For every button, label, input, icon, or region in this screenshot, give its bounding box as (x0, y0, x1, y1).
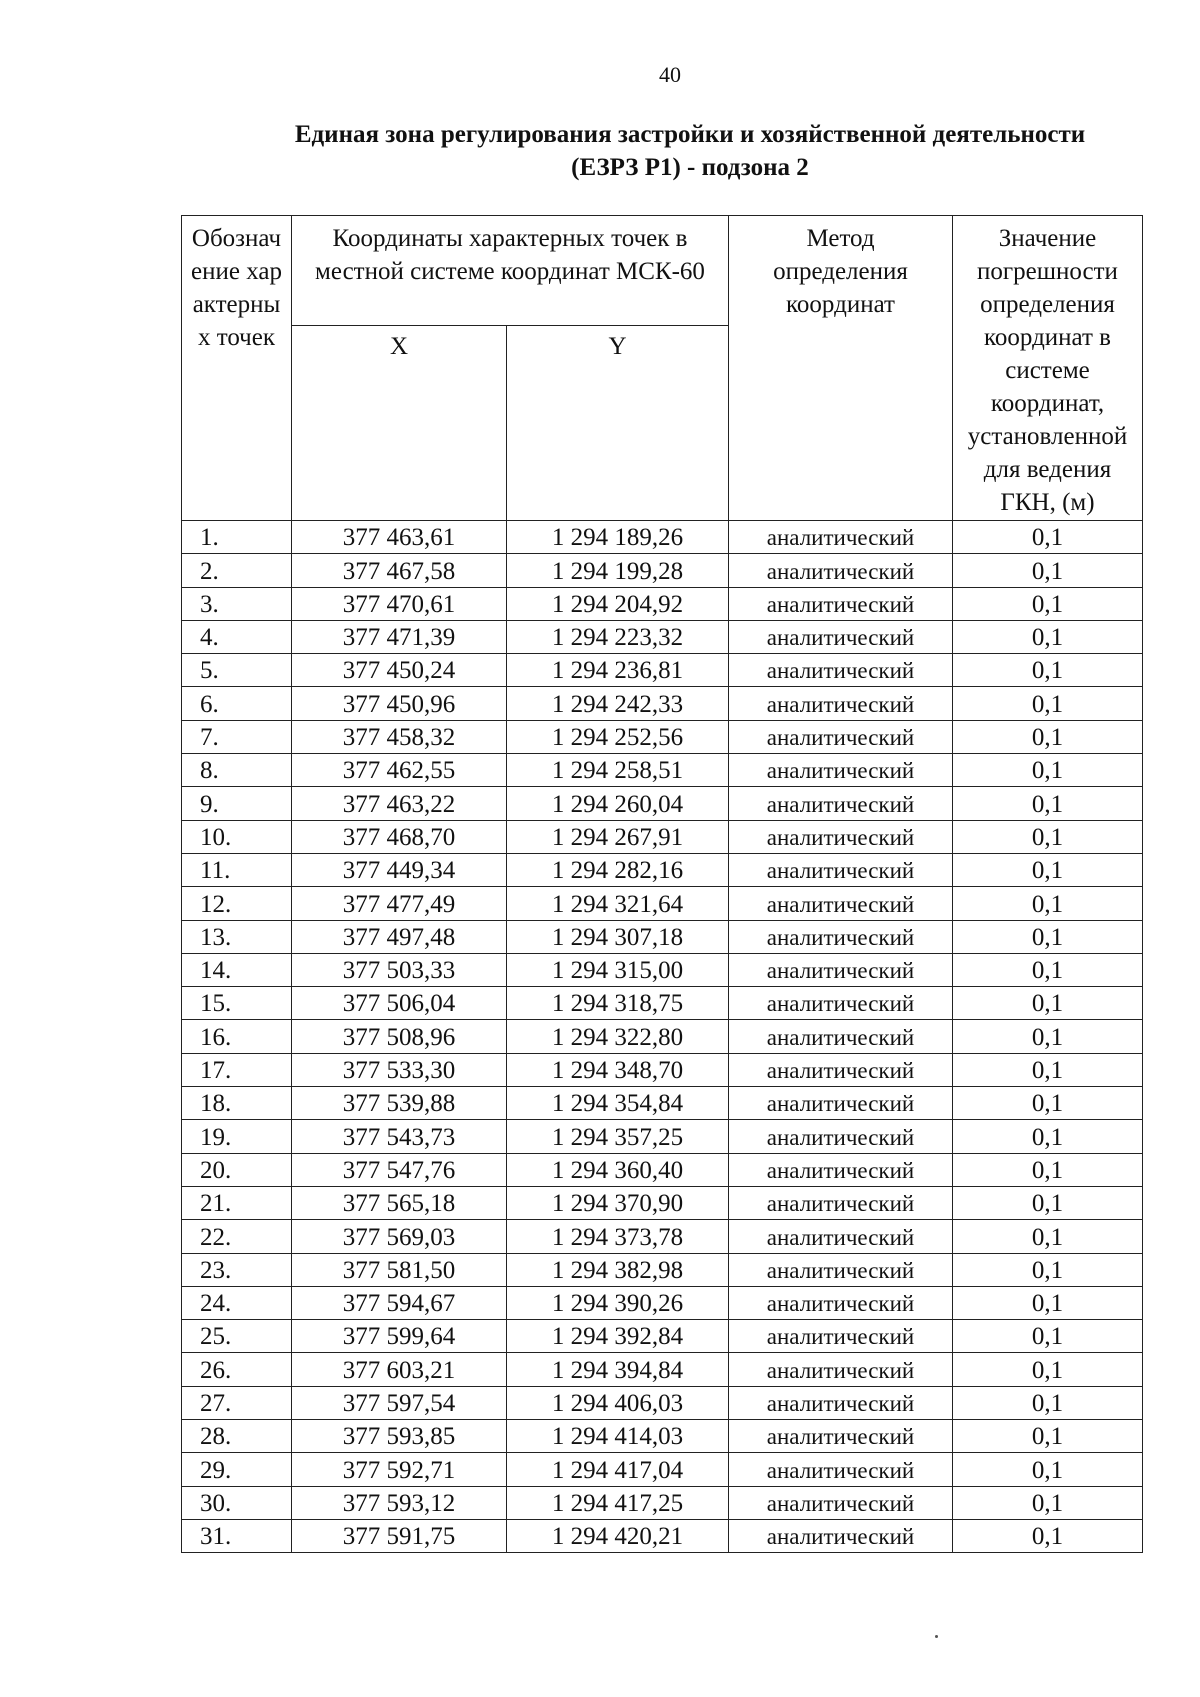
y-coordinate-cell: 1 294 357,25 (507, 1120, 729, 1153)
y-coordinate-cell: 1 294 258,51 (507, 754, 729, 787)
method-cell: аналитический (729, 587, 953, 620)
method-cell: аналитический (729, 1353, 953, 1386)
method-cell: аналитический (729, 887, 953, 920)
method-cell: аналитический (729, 853, 953, 886)
point-number-cell: 16. (182, 1020, 292, 1053)
error-value-cell: 0,1 (953, 987, 1143, 1020)
y-coordinate-cell: 1 294 390,26 (507, 1286, 729, 1319)
x-coordinate-cell: 377 471,39 (292, 620, 507, 653)
x-coordinate-cell: 377 450,96 (292, 687, 507, 720)
point-number-cell: 1. (182, 521, 292, 554)
y-coordinate-cell: 1 294 417,25 (507, 1486, 729, 1519)
header-x: X (292, 326, 507, 521)
x-coordinate-cell: 377 463,61 (292, 521, 507, 554)
point-number-cell: 28. (182, 1420, 292, 1453)
x-coordinate-cell: 377 458,32 (292, 720, 507, 753)
table-row (182, 1286, 1143, 1319)
x-coordinate-cell: 377 565,18 (292, 1186, 507, 1219)
table-row (182, 1253, 1143, 1286)
x-coordinate-cell: 377 599,64 (292, 1320, 507, 1353)
x-coordinate-cell: 377 543,73 (292, 1120, 507, 1153)
table-row (182, 920, 1143, 953)
error-value-cell: 0,1 (953, 687, 1143, 720)
x-coordinate-cell: 377 450,24 (292, 654, 507, 687)
error-value-cell: 0,1 (953, 853, 1143, 886)
y-coordinate-cell: 1 294 315,00 (507, 953, 729, 986)
method-cell: аналитический (729, 1320, 953, 1353)
error-value-cell: 0,1 (953, 720, 1143, 753)
table-row (182, 620, 1143, 653)
point-number-cell: 14. (182, 953, 292, 986)
point-number-cell: 18. (182, 1087, 292, 1120)
table-row (182, 1420, 1143, 1453)
method-cell: аналитический (729, 787, 953, 820)
method-cell: аналитический (729, 1519, 953, 1552)
point-number-cell: 11. (182, 853, 292, 886)
y-coordinate-cell: 1 294 199,28 (507, 554, 729, 587)
y-coordinate-cell: 1 294 354,84 (507, 1087, 729, 1120)
y-coordinate-cell: 1 294 360,40 (507, 1153, 729, 1186)
error-value-cell: 0,1 (953, 820, 1143, 853)
table-row (182, 1053, 1143, 1086)
point-number-cell: 15. (182, 987, 292, 1020)
point-number-cell: 26. (182, 1353, 292, 1386)
error-value-cell: 0,1 (953, 1253, 1143, 1286)
error-value-cell: 0,1 (953, 1120, 1143, 1153)
point-number-cell: 4. (182, 620, 292, 653)
y-coordinate-cell: 1 294 260,04 (507, 787, 729, 820)
method-cell: аналитический (729, 720, 953, 753)
y-coordinate-cell: 1 294 267,91 (507, 820, 729, 853)
table-row (182, 1153, 1143, 1186)
point-number-cell: 25. (182, 1320, 292, 1353)
y-coordinate-cell: 1 294 252,56 (507, 720, 729, 753)
y-coordinate-cell: 1 294 204,92 (507, 587, 729, 620)
error-value-cell: 0,1 (953, 1453, 1143, 1486)
error-value-cell: 0,1 (953, 1087, 1143, 1120)
method-cell: аналитический (729, 521, 953, 554)
method-cell: аналитический (729, 1420, 953, 1453)
y-coordinate-cell: 1 294 417,04 (507, 1453, 729, 1486)
x-coordinate-cell: 377 503,33 (292, 953, 507, 986)
error-value-cell: 0,1 (953, 587, 1143, 620)
y-coordinate-cell: 1 294 242,33 (507, 687, 729, 720)
table-row (182, 654, 1143, 687)
method-cell: аналитический (729, 820, 953, 853)
table-row (182, 1186, 1143, 1219)
method-cell: аналитический (729, 1253, 953, 1286)
error-value-cell: 0,1 (953, 754, 1143, 787)
table-row (182, 1020, 1143, 1053)
method-cell: аналитический (729, 754, 953, 787)
x-coordinate-cell: 377 468,70 (292, 820, 507, 853)
point-number-cell: 10. (182, 820, 292, 853)
method-cell: аналитический (729, 1020, 953, 1053)
header-coordinates: Координаты характерных точек в местной системе координат МСК-60 (292, 216, 729, 326)
point-number-cell: 13. (182, 920, 292, 953)
method-cell: аналитический (729, 987, 953, 1020)
method-cell: аналитический (729, 953, 953, 986)
error-value-cell: 0,1 (953, 1486, 1143, 1519)
table-row (182, 953, 1143, 986)
point-number-cell: 23. (182, 1253, 292, 1286)
table-row (182, 754, 1143, 787)
coordinates-table (181, 215, 1143, 1553)
table-row (182, 1120, 1143, 1153)
table-row (182, 687, 1143, 720)
x-coordinate-cell: 377 592,71 (292, 1453, 507, 1486)
x-coordinate-cell: 377 593,12 (292, 1486, 507, 1519)
point-number-cell: 22. (182, 1220, 292, 1253)
table-row (182, 987, 1143, 1020)
y-coordinate-cell: 1 294 223,32 (507, 620, 729, 653)
x-coordinate-cell: 377 581,50 (292, 1253, 507, 1286)
y-coordinate-cell: 1 294 382,98 (507, 1253, 729, 1286)
error-value-cell: 0,1 (953, 521, 1143, 554)
point-number-cell: 19. (182, 1120, 292, 1153)
x-coordinate-cell: 377 591,75 (292, 1519, 507, 1552)
y-coordinate-cell: 1 294 392,84 (507, 1320, 729, 1353)
method-cell: аналитический (729, 1120, 953, 1153)
point-number-cell: 20. (182, 1153, 292, 1186)
method-cell: аналитический (729, 1220, 953, 1253)
table-row (182, 1453, 1143, 1486)
table-row (182, 1220, 1143, 1253)
table-row (182, 887, 1143, 920)
header-designation: Обозначение характерных точек (182, 216, 292, 521)
point-number-cell: 5. (182, 654, 292, 687)
method-cell: аналитический (729, 620, 953, 653)
error-value-cell: 0,1 (953, 1386, 1143, 1419)
error-value-cell: 0,1 (953, 1020, 1143, 1053)
point-number-cell: 29. (182, 1453, 292, 1486)
y-coordinate-cell: 1 294 348,70 (507, 1053, 729, 1086)
page-title (240, 118, 1140, 184)
x-coordinate-cell: 377 506,04 (292, 987, 507, 1020)
point-number-cell: 12. (182, 887, 292, 920)
point-number-cell: 24. (182, 1286, 292, 1319)
x-coordinate-cell: 377 539,88 (292, 1087, 507, 1120)
error-value-cell: 0,1 (953, 1320, 1143, 1353)
point-number-cell: 31. (182, 1519, 292, 1552)
method-cell: аналитический (729, 687, 953, 720)
x-coordinate-cell: 377 477,49 (292, 887, 507, 920)
table-row (182, 820, 1143, 853)
x-coordinate-cell: 377 449,34 (292, 853, 507, 886)
point-number-cell: 30. (182, 1486, 292, 1519)
y-coordinate-cell: 1 294 414,03 (507, 1420, 729, 1453)
x-coordinate-cell: 377 497,48 (292, 920, 507, 953)
method-cell: аналитический (729, 1087, 953, 1120)
point-number-cell: 2. (182, 554, 292, 587)
table-row (182, 787, 1143, 820)
point-number-cell: 7. (182, 720, 292, 753)
y-coordinate-cell: 1 294 406,03 (507, 1386, 729, 1419)
y-coordinate-cell: 1 294 373,78 (507, 1220, 729, 1253)
error-value-cell: 0,1 (953, 554, 1143, 587)
error-value-cell: 0,1 (953, 787, 1143, 820)
header-method: Метод определения координат (729, 216, 953, 521)
method-cell: аналитический (729, 554, 953, 587)
point-number-cell: 17. (182, 1053, 292, 1086)
error-value-cell: 0,1 (953, 1186, 1143, 1219)
page-title-line-1: Единая зона регулирования застройки и хозяйственной деятельности (294, 121, 1086, 148)
y-coordinate-cell: 1 294 322,80 (507, 1020, 729, 1053)
y-coordinate-cell: 1 294 307,18 (507, 920, 729, 953)
point-number-cell: 21. (182, 1186, 292, 1219)
table-row (182, 1386, 1143, 1419)
table-body (182, 521, 1143, 1553)
error-value-cell: 0,1 (953, 1286, 1143, 1319)
error-value-cell: 0,1 (953, 1053, 1143, 1086)
error-value-cell: 0,1 (953, 953, 1143, 986)
page-number: 40 (659, 62, 681, 87)
y-coordinate-cell: 1 294 370,90 (507, 1186, 729, 1219)
table-row (182, 521, 1143, 554)
page-title-line-2: (ЕЗРЗ Р1) - подзона 2 (571, 154, 809, 181)
error-value-cell: 0,1 (953, 1420, 1143, 1453)
point-number-cell: 8. (182, 754, 292, 787)
y-coordinate-cell: 1 294 236,81 (507, 654, 729, 687)
x-coordinate-cell: 377 463,22 (292, 787, 507, 820)
method-cell: аналитический (729, 1053, 953, 1086)
error-value-cell: 0,1 (953, 1153, 1143, 1186)
point-number-cell: 27. (182, 1386, 292, 1419)
header-y: Y (507, 326, 729, 521)
y-coordinate-cell: 1 294 318,75 (507, 987, 729, 1020)
table-row (182, 1353, 1143, 1386)
table-row (182, 554, 1143, 587)
x-coordinate-cell: 377 533,30 (292, 1053, 507, 1086)
method-cell: аналитический (729, 920, 953, 953)
method-cell: аналитический (729, 1386, 953, 1419)
x-coordinate-cell: 377 593,85 (292, 1420, 507, 1453)
method-cell: аналитический (729, 1486, 953, 1519)
method-cell: аналитический (729, 1286, 953, 1319)
y-coordinate-cell: 1 294 189,26 (507, 521, 729, 554)
x-coordinate-cell: 377 470,61 (292, 587, 507, 620)
x-coordinate-cell: 377 547,76 (292, 1153, 507, 1186)
x-coordinate-cell: 377 462,55 (292, 754, 507, 787)
point-number-cell: 9. (182, 787, 292, 820)
error-value-cell: 0,1 (953, 887, 1143, 920)
y-coordinate-cell: 1 294 282,16 (507, 853, 729, 886)
method-cell: аналитический (729, 1453, 953, 1486)
x-coordinate-cell: 377 603,21 (292, 1353, 507, 1386)
error-value-cell: 0,1 (953, 1519, 1143, 1552)
error-value-cell: 0,1 (953, 654, 1143, 687)
x-coordinate-cell: 377 594,67 (292, 1286, 507, 1319)
x-coordinate-cell: 377 597,54 (292, 1386, 507, 1419)
method-cell: аналитический (729, 654, 953, 687)
x-coordinate-cell: 377 508,96 (292, 1020, 507, 1053)
error-value-cell: 0,1 (953, 920, 1143, 953)
x-coordinate-cell: 377 569,03 (292, 1220, 507, 1253)
method-cell: аналитический (729, 1186, 953, 1219)
table-row (182, 853, 1143, 886)
y-coordinate-cell: 1 294 321,64 (507, 887, 729, 920)
error-value-cell: 0,1 (953, 1220, 1143, 1253)
header-error: Значение погрешности определения координат в системе координат, установленной для ведения ГКН, (м) (953, 216, 1143, 521)
point-number-cell: 6. (182, 687, 292, 720)
table-row (182, 1486, 1143, 1519)
table-row (182, 720, 1143, 753)
table-row (182, 1320, 1143, 1353)
table-row (182, 1087, 1143, 1120)
table-row (182, 1519, 1143, 1552)
y-coordinate-cell: 1 294 394,84 (507, 1353, 729, 1386)
table-row (182, 587, 1143, 620)
point-number-cell: 3. (182, 587, 292, 620)
error-value-cell: 0,1 (953, 620, 1143, 653)
error-value-cell: 0,1 (953, 1353, 1143, 1386)
method-cell: аналитический (729, 1153, 953, 1186)
y-coordinate-cell: 1 294 420,21 (507, 1519, 729, 1552)
scan-speck (935, 1635, 938, 1638)
x-coordinate-cell: 377 467,58 (292, 554, 507, 587)
